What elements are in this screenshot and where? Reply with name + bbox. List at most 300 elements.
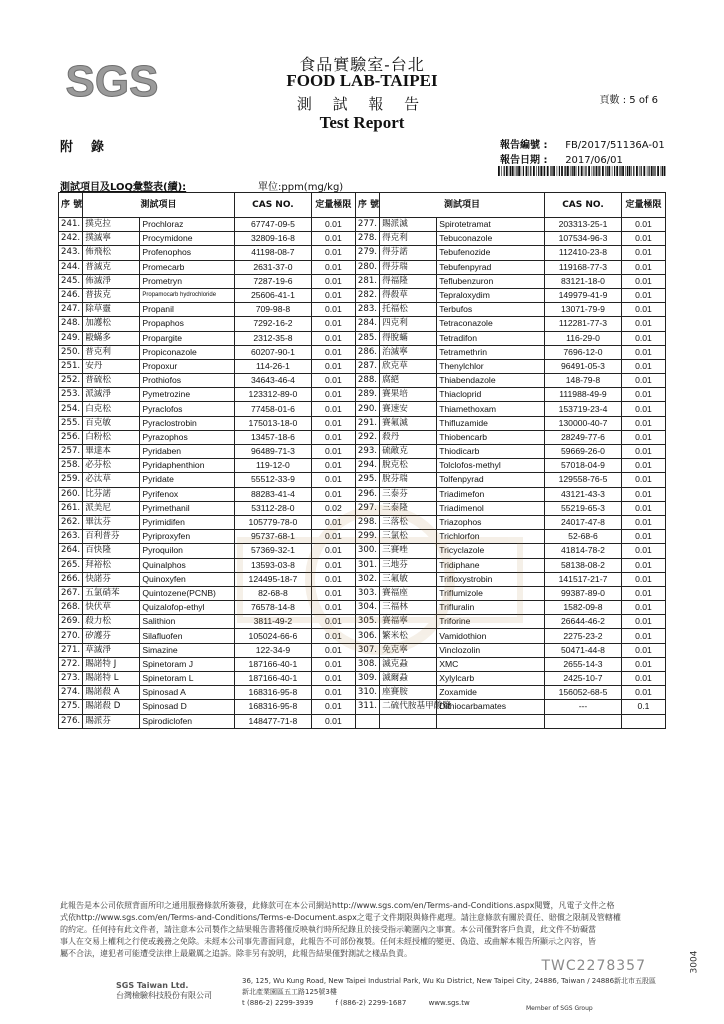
table-row <box>59 402 666 416</box>
item-name-cn: 硫敵克 <box>380 445 437 459</box>
lab-title-cn: 食品實驗室-台北 <box>299 55 425 74</box>
loq-value: 0.01 <box>311 473 355 487</box>
cas-number: 141517-21-7 <box>545 572 622 586</box>
loq-value: 0.01 <box>621 288 665 302</box>
item-name-en: Vinclozolin <box>437 643 545 657</box>
cas-number: 96491-05-3 <box>545 359 622 373</box>
cas-number: 124495-18-7 <box>234 572 311 586</box>
loq-value: 0.01 <box>621 629 665 643</box>
row-number: 244. <box>59 260 83 274</box>
item-name-en: Zoxamide <box>437 686 545 700</box>
row-number: 252. <box>59 374 83 388</box>
row-number: 298. <box>355 515 379 529</box>
table-row <box>59 501 666 515</box>
loq-value: 0.01 <box>311 615 355 629</box>
loq-value: 0.01 <box>311 629 355 643</box>
table-row <box>59 260 666 274</box>
item-name-cn: 得福隆 <box>380 274 437 288</box>
table-row <box>59 388 666 402</box>
row-number: 283. <box>355 303 379 317</box>
loq-value: 0.01 <box>311 274 355 288</box>
item-name-cn: 得芬瑞 <box>380 260 437 274</box>
item-name-cn: 草滅淨 <box>83 643 140 657</box>
table-row <box>59 303 666 317</box>
loq-value: 0.01 <box>311 260 355 274</box>
item-name-en: Prochloraz <box>140 218 235 232</box>
loq-value: 0.01 <box>311 288 355 302</box>
loq-value: 0.01 <box>311 700 355 714</box>
item-name-cn: 得殺草 <box>380 288 437 302</box>
item-name-cn: 得芬諾 <box>380 246 437 260</box>
table-row <box>59 615 666 629</box>
row-number: 280. <box>355 260 379 274</box>
lab-title-en: FOOD LAB-TAIPEI <box>286 71 438 90</box>
disclaimer-line: 屬不合法，違犯者可能遭受法律上最嚴厲之追訴。除非另有說明，此報告結果僅對測試之樣品負責。 <box>60 949 412 958</box>
cas-number: 129558-76-5 <box>545 473 622 487</box>
cas-number: 95737-68-1 <box>234 530 311 544</box>
cas-number: 148477-71-8 <box>234 714 311 728</box>
loq-value: 0.01 <box>311 232 355 246</box>
cas-number: 43121-43-3 <box>545 487 622 501</box>
item-name-en: Quinalphos <box>140 558 235 572</box>
header-loq: 定量極限 <box>311 193 355 218</box>
table-row <box>59 686 666 700</box>
item-name-cn: 普拔克 <box>83 288 140 302</box>
row-number: 242. <box>59 232 83 246</box>
item-name-en: Tolclofos-methyl <box>437 459 545 473</box>
cas-number: 156052-68-5 <box>545 686 622 700</box>
loq-value: 0.01 <box>311 388 355 402</box>
item-name-cn: 三落松 <box>380 515 437 529</box>
item-name-cn: 賽福座 <box>380 586 437 600</box>
cas-number: 60207-90-1 <box>234 345 311 359</box>
item-name-en: Profenophos <box>140 246 235 260</box>
table-row <box>59 218 666 232</box>
item-name-cn: 四克利 <box>380 317 437 331</box>
cas-number: 57369-32-1 <box>234 544 311 558</box>
row-number: 282. <box>355 288 379 302</box>
row-number: 259. <box>59 473 83 487</box>
loq-value: 0.01 <box>621 416 665 430</box>
item-name-cn: 繁米松 <box>380 629 437 643</box>
cas-number: 55512-33-9 <box>234 473 311 487</box>
row-number: 293. <box>355 445 379 459</box>
header-item: 測試項目 <box>83 193 235 218</box>
cas-number: 96489-71-3 <box>234 445 311 459</box>
row-number: 246. <box>59 288 83 302</box>
row-number: 257. <box>59 445 83 459</box>
loq-value: 0.01 <box>621 643 665 657</box>
cas-number: 187166-40-1 <box>234 657 311 671</box>
item-name-cn: 毆蟎多 <box>83 331 140 345</box>
row-number: 285. <box>355 331 379 345</box>
row-number: 309. <box>355 672 379 686</box>
cas-number: 111988-49-9 <box>545 388 622 402</box>
item-name-en: Tebufenpyrad <box>437 260 545 274</box>
loq-value: 0.01 <box>311 345 355 359</box>
item-name-cn: 腐絕 <box>380 374 437 388</box>
item-name-en: Triadimefon <box>437 487 545 501</box>
cas-number: 50471-44-8 <box>545 643 622 657</box>
item-name-en: Pyrimidifen <box>140 515 235 529</box>
loq-value: 0.01 <box>311 586 355 600</box>
item-name-cn: 賜諾特 L <box>83 672 140 686</box>
cas-number: 116-29-0 <box>545 331 622 345</box>
loq-value: 0.01 <box>621 388 665 402</box>
item-name-en: Spirotetramat <box>437 218 545 232</box>
item-name-cn: 畢汰芬 <box>83 515 140 529</box>
cas-number: 2631-37-0 <box>234 260 311 274</box>
item-name-cn: 普滅克 <box>83 260 140 274</box>
cas-number: --- <box>545 700 622 714</box>
item-name-cn: 撲滅寧 <box>83 232 140 246</box>
table-row <box>59 459 666 473</box>
cas-number: 148-79-8 <box>545 374 622 388</box>
item-name-cn: 普硫松 <box>83 374 140 388</box>
item-name-en: Pymetrozine <box>140 388 235 402</box>
loq-value: 0.01 <box>621 274 665 288</box>
row-number: 278. <box>355 232 379 246</box>
row-number: 281. <box>355 274 379 288</box>
row-number: 269. <box>59 615 83 629</box>
item-name-cn: 拜裕松 <box>83 558 140 572</box>
loq-value: 0.01 <box>621 246 665 260</box>
report-title-en: Test Report <box>319 113 405 132</box>
loq-value: 0.01 <box>621 232 665 246</box>
item-name-cn: 欣克草 <box>380 359 437 373</box>
item-name-en: Spinetoram L <box>140 672 235 686</box>
cas-number: 1582-09-8 <box>545 601 622 615</box>
row-number: 268. <box>59 601 83 615</box>
table-row <box>59 416 666 430</box>
table-row <box>59 672 666 686</box>
loq-value: 0.01 <box>311 558 355 572</box>
cas-number: 119168-77-3 <box>545 260 622 274</box>
row-number: 258. <box>59 459 83 473</box>
section-title: 測試項目及LOQ彙整表(續): <box>60 182 187 193</box>
item-name-cn: 賽果培 <box>380 388 437 402</box>
row-number: 264. <box>59 544 83 558</box>
item-name-cn: 脫克松 <box>380 459 437 473</box>
row-number: 251. <box>59 359 83 373</box>
item-name-en: Spirodiclofen <box>140 714 235 728</box>
item-name-en: Salithion <box>140 615 235 629</box>
header-item: 測試項目 <box>380 193 545 218</box>
row-number: 245. <box>59 274 83 288</box>
loq-value: 0.1 <box>621 700 665 714</box>
item-name-cn: 賽福寧 <box>380 615 437 629</box>
loq-value: 0.01 <box>621 303 665 317</box>
row-number: 267. <box>59 586 83 600</box>
cas-number: 34643-46-4 <box>234 374 311 388</box>
cas-number: 7696-12-0 <box>545 345 622 359</box>
item-name-en: Quintozene(PCNB) <box>140 586 235 600</box>
item-name-cn: 托福松 <box>380 303 437 317</box>
table-row <box>59 572 666 586</box>
header-cas: CAS NO. <box>545 193 622 218</box>
item-name-en: Quizalofop-ethyl <box>140 601 235 615</box>
report-number <box>500 136 665 151</box>
item-name-en: Propoxur <box>140 359 235 373</box>
row-number: 287. <box>355 359 379 373</box>
row-number: 303. <box>355 586 379 600</box>
report-date-label: 報告日期 : <box>500 155 548 166</box>
item-name-cn: 五氯硝苯 <box>83 586 140 600</box>
table-row <box>59 700 666 714</box>
cas-number: 52-68-6 <box>545 530 622 544</box>
row-number: 297. <box>355 501 379 515</box>
item-name-en: Propaphos <box>140 317 235 331</box>
item-name-en: Triazophos <box>437 515 545 529</box>
loq-value: 0.01 <box>311 487 355 501</box>
item-name-cn: 賜諾殺 A <box>83 686 140 700</box>
cas-number: 187166-40-1 <box>234 672 311 686</box>
cas-number: 3811-49-2 <box>234 615 311 629</box>
item-name-cn: 佈飛松 <box>83 246 140 260</box>
item-name-cn: 百利普芬 <box>83 530 140 544</box>
item-name-en: Propiconazole <box>140 345 235 359</box>
table-row <box>59 586 666 600</box>
item-name-cn: 免克寧 <box>380 643 437 657</box>
table-row <box>59 487 666 501</box>
cas-number: 114-26-1 <box>234 359 311 373</box>
report-number-value: FB/2017/51136A-01 <box>565 140 665 151</box>
table-row <box>59 317 666 331</box>
row-number: 248. <box>59 317 83 331</box>
table-row <box>59 374 666 388</box>
cas-number: 123312-89-0 <box>234 388 311 402</box>
company-block <box>116 981 212 1001</box>
item-name-cn: 座賽胺 <box>380 686 437 700</box>
header-loq: 定量極限 <box>621 193 665 218</box>
item-name-en: Procymidone <box>140 232 235 246</box>
item-name-en: Propargite <box>140 331 235 345</box>
item-name-cn: 殺丹 <box>380 430 437 444</box>
loq-value: 0.01 <box>621 657 665 671</box>
item-name-cn: 白克松 <box>83 402 140 416</box>
cas-number: 28249-77-6 <box>545 430 622 444</box>
item-name-cn: 加護松 <box>83 317 140 331</box>
item-name-cn: 快伏草 <box>83 601 140 615</box>
cas-number: 2275-23-2 <box>545 629 622 643</box>
item-name-cn: 必芬松 <box>83 459 140 473</box>
item-name-cn: 矽護芬 <box>83 629 140 643</box>
cas-number: 26644-46-2 <box>545 615 622 629</box>
cas-number: 149979-41-9 <box>545 288 622 302</box>
item-name-cn: 滅爾蝨 <box>380 672 437 686</box>
cas-number: 112281-77-3 <box>545 317 622 331</box>
item-name-en: Thiobencarb <box>437 430 545 444</box>
loq-value: 0.01 <box>621 515 665 529</box>
loq-value: 0.01 <box>621 459 665 473</box>
row-number: 306. <box>355 629 379 643</box>
row-number: 261. <box>59 501 83 515</box>
loq-value: 0.01 <box>621 558 665 572</box>
table-row <box>59 601 666 615</box>
loq-value: 0.01 <box>311 515 355 529</box>
header-no: 序 號 <box>355 193 379 218</box>
cas-number: 82-68-8 <box>234 586 311 600</box>
table-row <box>59 288 666 302</box>
item-name-en: Trifluralin <box>437 601 545 615</box>
table-row <box>59 345 666 359</box>
cas-number: 153719-23-4 <box>545 402 622 416</box>
cas-number: 24017-47-8 <box>545 515 622 529</box>
cas-number: 53112-28-0 <box>234 501 311 515</box>
cas-number: 13593-03-8 <box>234 558 311 572</box>
loq-value: 0.01 <box>311 530 355 544</box>
item-name-en: Vamidothion <box>437 629 545 643</box>
company-name-en: SGS Taiwan Ltd. <box>116 981 189 990</box>
table-row <box>59 558 666 572</box>
loq-value: 0.01 <box>621 487 665 501</box>
row-number: 263. <box>59 530 83 544</box>
row-number: 274. <box>59 686 83 700</box>
item-name-en: Pyrazophos <box>140 430 235 444</box>
cas-number: 55219-65-3 <box>545 501 622 515</box>
table-row <box>59 246 666 260</box>
item-name-en: Tricyclazole <box>437 544 545 558</box>
item-name-cn: 必汰草 <box>83 473 140 487</box>
item-name-en: Tebufenozide <box>437 246 545 260</box>
cas-number: 130000-40-7 <box>545 416 622 430</box>
item-name-en: Spinetoram J <box>140 657 235 671</box>
cas-number: 41814-78-2 <box>545 544 622 558</box>
item-name-en: Quinoxyfen <box>140 572 235 586</box>
row-number: 296. <box>355 487 379 501</box>
item-name-en: Thifluzamide <box>437 416 545 430</box>
loq-value: 0.01 <box>621 615 665 629</box>
loq-value: 0.01 <box>621 501 665 515</box>
table-row <box>59 359 666 373</box>
item-name-en: Simazine <box>140 643 235 657</box>
item-name-cn: 賜派芬 <box>83 714 140 728</box>
item-name-cn: 畢達本 <box>83 445 140 459</box>
row-number: 286. <box>355 345 379 359</box>
row-number: 288. <box>355 374 379 388</box>
item-name-cn <box>380 714 437 728</box>
loq-value: 0.01 <box>311 218 355 232</box>
item-name-en: Tridiphane <box>437 558 545 572</box>
cas-number <box>545 714 622 728</box>
loq-value: 0.01 <box>621 686 665 700</box>
loq-value: 0.01 <box>311 402 355 416</box>
loq-value: 0.01 <box>311 430 355 444</box>
loq-value: 0.01 <box>311 544 355 558</box>
item-name-en: Trichlorfon <box>437 530 545 544</box>
item-name-en: Tepraloxydim <box>437 288 545 302</box>
website-link[interactable]: www.sgs.tw <box>428 999 470 1007</box>
disclaimer-line: 式依http://www.sgs.com/en/Terms-and-Conditions/Terms-e-Document.aspx之電子文件期限與條件處理。請注意條款有關於責任、賠償之限制及管轄權 <box>60 913 621 922</box>
item-name-en: Thenylchlor <box>437 359 545 373</box>
item-name-en: Thiamethoxam <box>437 402 545 416</box>
item-name-cn: 三氟敏 <box>380 572 437 586</box>
row-number: 243. <box>59 246 83 260</box>
company-name-cn: 台灣檢驗科技股份有限公司 <box>116 991 212 1000</box>
header-no: 序 號 <box>59 193 83 218</box>
item-name-cn: 普克利 <box>83 345 140 359</box>
cas-number: 2425-10-7 <box>545 672 622 686</box>
loq-value: 0.01 <box>311 686 355 700</box>
item-name-en: Spinosad D <box>140 700 235 714</box>
table-row <box>59 331 666 345</box>
item-name-cn: 三地芬 <box>380 558 437 572</box>
row-number: 299. <box>355 530 379 544</box>
row-number: 266. <box>59 572 83 586</box>
row-number: 311. <box>355 700 379 714</box>
table-row <box>59 643 666 657</box>
loq-value: 0.01 <box>311 572 355 586</box>
row-number: 304. <box>355 601 379 615</box>
item-name-en: Tolfenpyrad <box>437 473 545 487</box>
item-name-cn: 脫芬瑞 <box>380 473 437 487</box>
cas-number: 105024-66-6 <box>234 629 311 643</box>
cas-number: 57018-04-9 <box>545 459 622 473</box>
reference-number: TWC2278357 <box>541 958 646 974</box>
row-number: 262. <box>59 515 83 529</box>
item-name-cn: 佈滅淨 <box>83 274 140 288</box>
item-name-en: Triadimenol <box>437 501 545 515</box>
item-name-en: Thiabendazole <box>437 374 545 388</box>
cas-number: 168316-95-8 <box>234 686 311 700</box>
row-number: 310. <box>355 686 379 700</box>
row-number: 275. <box>59 700 83 714</box>
item-name-en: Silafluofen <box>140 629 235 643</box>
member-text: Member of SGS Group <box>526 1005 593 1012</box>
disclaimer-line: 事人在交易上權利之行使或義務之免除。未經本公司事先書面同意，此報告不可部份複製。任何未經授權的變更、偽造、或曲解本報告所顯示之內容，皆 <box>60 937 596 946</box>
loq-value: 0.01 <box>311 657 355 671</box>
item-name-cn: 百克敏 <box>83 416 140 430</box>
report-date-value: 2017/06/01 <box>565 155 623 166</box>
loq-value: 0.02 <box>311 501 355 515</box>
row-number: 254. <box>59 402 83 416</box>
cas-number: 77458-01-6 <box>234 402 311 416</box>
cas-number: 122-34-9 <box>234 643 311 657</box>
loq-value <box>621 714 665 728</box>
barcode <box>498 166 664 176</box>
item-name-en: Pyridaphenthion <box>140 459 235 473</box>
cas-number: 203313-25-1 <box>545 218 622 232</box>
loq-value: 0.01 <box>311 459 355 473</box>
loq-value: 0.01 <box>621 317 665 331</box>
item-name-en: Tebuconazole <box>437 232 545 246</box>
loq-value: 0.01 <box>311 374 355 388</box>
item-name-cn: 三福林 <box>380 601 437 615</box>
row-number: 271. <box>59 643 83 657</box>
item-name-en: Thiodicarb <box>437 445 545 459</box>
row-number: 279. <box>355 246 379 260</box>
loq-value: 0.01 <box>621 530 665 544</box>
row-number: 260. <box>59 487 83 501</box>
table-row <box>59 274 666 288</box>
item-name-cn: 治滅寧 <box>380 345 437 359</box>
loq-value: 0.01 <box>621 544 665 558</box>
item-name-en: Triflumizole <box>437 586 545 600</box>
header-cas: CAS NO. <box>234 193 311 218</box>
cas-number: 105779-78-0 <box>234 515 311 529</box>
item-name-en: Xylylcarb <box>437 672 545 686</box>
item-name-en <box>437 714 545 728</box>
table-row <box>59 714 666 728</box>
loq-value: 0.01 <box>311 317 355 331</box>
row-number: 247. <box>59 303 83 317</box>
table-header <box>59 193 666 218</box>
table-row <box>59 544 666 558</box>
loq-value: 0.01 <box>311 672 355 686</box>
item-name-en: Pyridaben <box>140 445 235 459</box>
loq-value: 0.01 <box>621 572 665 586</box>
row-number: 277. <box>355 218 379 232</box>
